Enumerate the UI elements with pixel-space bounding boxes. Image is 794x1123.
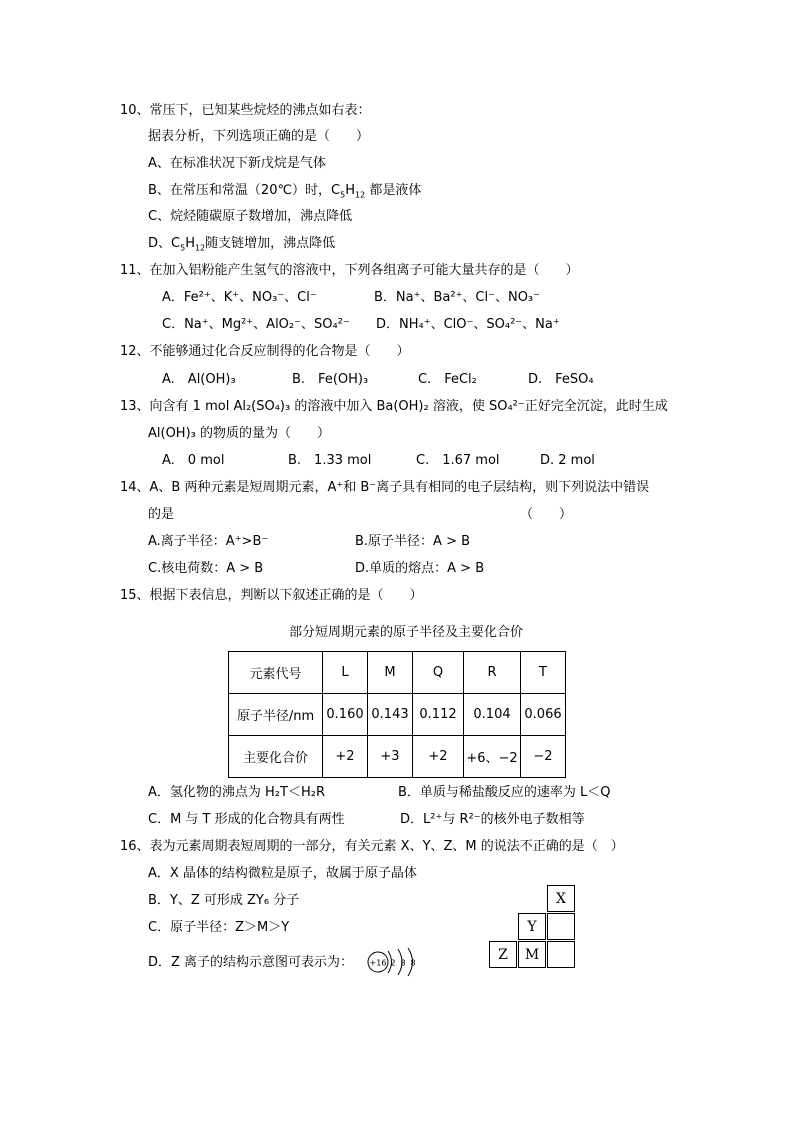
cell-x: X [547, 885, 575, 912]
q13-option-c: C. 1.67 mol [416, 453, 500, 468]
q15-option-d: D．L²⁺与 R²⁻的核外电子数相等 [400, 812, 585, 827]
table-cell: +2 [323, 736, 368, 778]
q11-option-b: B．Na⁺、Ba²⁺、Cl⁻、NO₃⁻ [374, 290, 541, 305]
q15-option-a: A．氢化物的沸点为 H₂T＜H₂R [148, 785, 325, 800]
q16-stem: 16、表为元素周期表短周期的一部分，有关元素 X、Y、Z、M 的说法不正确的是（ ） [120, 839, 624, 854]
q11-option-a: A．Fe²⁺、K⁺、NO₃⁻、Cl⁻ [162, 290, 317, 305]
table-cell: 0.143 [368, 694, 413, 736]
shell-electron-count: 8 [410, 958, 416, 968]
table-cell: 0.160 [323, 694, 368, 736]
table-header-cell: L [323, 652, 368, 694]
table-cell: 0.112 [413, 694, 464, 736]
q14-stem: 14、A、B 两种元素是短周期元素，A⁺和 B⁻离子具有相同的电子层结构，则下列说法中错误 [120, 480, 650, 495]
ion-structure-diagram [366, 947, 422, 977]
q12-option-c: C. FeCl₂ [418, 372, 477, 387]
q13-option-d: D. 2 mol [540, 453, 595, 468]
q14-stem-2: 的是 [148, 507, 175, 522]
table-header-cell: 元素代号 [229, 652, 323, 694]
shell-electron-count: 2 [390, 958, 396, 968]
q12-stem: 12、不能够通过化合反应制得的化合物是（ ） [120, 344, 410, 359]
q12-option-d: D. FeSO₄ [528, 372, 594, 387]
q15-option-c: C．M 与 T 形成的化合物具有两性 [148, 812, 345, 827]
table-header-cell: T [521, 652, 566, 694]
q15-option-b: B．单质与稀盐酸反应的速率为 L＜Q [398, 785, 611, 800]
cell-y: Y [518, 913, 546, 940]
q13-stem: 13、向含有 1 mol Al₂(SO₄)₃ 的溶液中加入 Ba(OH)₂ 溶液，使 SO₄²⁻正好完全沉淀，此时生成 [120, 399, 668, 414]
table-cell: −2 [521, 736, 566, 778]
table-cell: 0.066 [521, 694, 566, 736]
q11-stem: 11、在加入铝粉能产生氢气的溶液中，下列各组离子可能大量共存的是（ ） [120, 263, 579, 278]
table-header-cell: R [464, 652, 521, 694]
q16-option-d: D．Z 离子的结构示意图可表示为： [148, 955, 354, 970]
q13-option-b: B. 1.33 mol [288, 453, 372, 468]
q15-stem: 15、根据下表信息，判断以下叙述正确的是（ ） [120, 588, 423, 603]
q10-stem: 10、常压下，已知某些烷烃的沸点如右表： [120, 103, 371, 118]
q14-option-a: A.离子半径：A⁺>B⁻ [148, 534, 269, 549]
q16-option-c: C．原子半径：Z＞M＞Y [148, 920, 290, 935]
q12-option-a: A. Al(OH)₃ [162, 372, 236, 387]
shell-electron-count: 8 [400, 958, 406, 968]
table-cell: +3 [368, 736, 413, 778]
nucleus-charge: +16 [369, 958, 387, 968]
element-table [228, 651, 566, 778]
q11-option-c: C．Na⁺、Mg²⁺、AlO₂⁻、SO₄²⁻ [162, 317, 350, 332]
q10-option-a: A、在标准状况下新戊烷是气体 [148, 156, 326, 171]
q15-table-title: 部分短周期元素的原子半径及主要化合价 [289, 625, 524, 640]
q16-option-a: A．X 晶体的结构微粒是原子，故属于原子晶体 [148, 866, 417, 881]
q14-option-d: D.单质的熔点：A > B [355, 561, 485, 576]
cell-empty [547, 941, 575, 968]
cell-m: M [518, 941, 546, 968]
q13-option-a: A. 0 mol [162, 453, 225, 468]
q10-option-c: C、烷烃随碳原子数增加，沸点降低 [148, 209, 353, 224]
q10-stem-2: 据表分析，下列选项正确的是（ ） [148, 129, 370, 144]
cell-empty [547, 913, 575, 940]
table-cell: 0.104 [464, 694, 521, 736]
q12-option-b: B. Fe(OH)₃ [292, 372, 369, 387]
table-row [229, 736, 566, 778]
q16-option-b: B．Y、Z 可形成 ZY₆ 分子 [148, 893, 300, 908]
table-row-label: 原子半径/nm [229, 694, 323, 736]
table-cell: +6、−2 [464, 736, 521, 778]
q13-stem-2: Al(OH)₃ 的物质的量为（ ） [148, 426, 331, 441]
table-row [229, 694, 566, 736]
table-header-cell: M [368, 652, 413, 694]
q10-option-d: D、$C_5H_{12}$随支链增加，沸点降低 [148, 236, 336, 253]
q14-option-b: B.原子半径：A > B [355, 534, 471, 549]
q14-option-c: C.核电荷数：A > B [148, 561, 264, 576]
table-cell: +2 [413, 736, 464, 778]
table-row-label: 主要化合价 [229, 736, 323, 778]
table-header-row [229, 652, 566, 694]
q11-option-d: D．NH₄⁺、ClO⁻、SO₄²⁻、Na⁺ [376, 317, 560, 332]
cell-z: Z [489, 941, 517, 968]
q10-option-b: B、在常压和常温（20℃）时，$C_5H_{12}$ 都是液体 [148, 183, 422, 200]
table-header-cell: Q [413, 652, 464, 694]
q14-answer-paren: （ ） [520, 507, 573, 522]
